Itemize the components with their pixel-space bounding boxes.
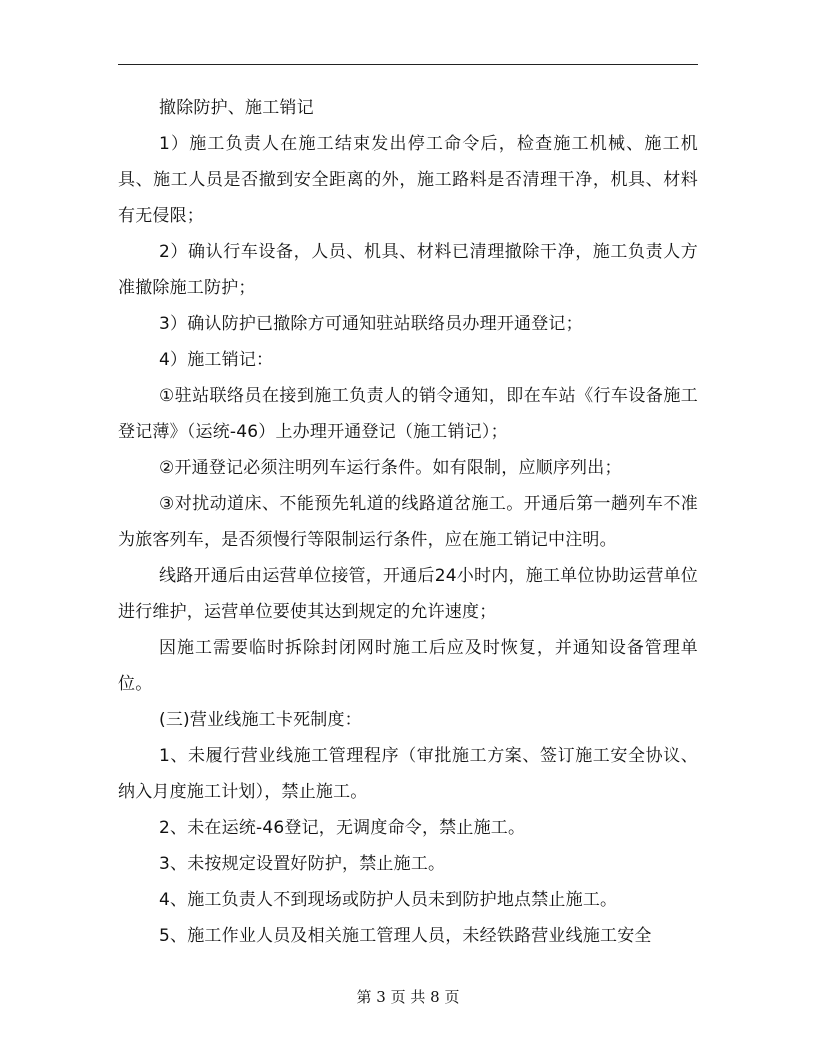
paragraph-rule-5: 5、施工作业人员及相关施工管理人员，未经铁路营业线施工安全 xyxy=(159,926,652,946)
paragraph-item-circled-3: ③对扰动道床、不能预先轧道的线路道岔施工。开通后第一趟列车不准为旅客列车，是否须慢行等限制运行条件，应在施工销记中注明。 xyxy=(118,494,698,550)
header-rule xyxy=(118,64,698,65)
paragraph-line-handover: 线路开通后由运营单位接管，开通后24小时内，施工单位协助运营单位进行维护，运营单位要使其达到规定的允许速度； xyxy=(118,566,698,622)
paragraph-rule-1: 1、未履行营业线施工管理程序（审批施工方案、签订施工安全协议、纳入月度施工计划），禁止施工。 xyxy=(118,746,698,802)
paragraph-item-circled-2: ②开通登记必须注明列车运行条件。如有限制，应顺序列出； xyxy=(159,458,622,478)
paragraph-step-3: 3）确认防护已撤除方可通知驻站联络员办理开通登记； xyxy=(159,314,583,334)
paragraph-step-2: 2）确认行车设备，人员、机具、材料已清理撤除干净，施工负责人方准撤除施工防护； xyxy=(118,242,698,298)
section-heading-rules: (三)营业线施工卡死制度： xyxy=(159,710,362,730)
document-body xyxy=(118,90,698,954)
paragraph-fence-restore: 因施工需要临时拆除封闭网时施工后应及时恢复，并通知设备管理单位。 xyxy=(118,638,698,694)
paragraph-step-4: 4）施工销记： xyxy=(159,350,274,370)
paragraph-step-1: 1）施工负责人在施工结束发出停工命令后，检查施工机械、施工机具、施工人员是否撤到安全距离的外，施工路料是否清理干净，机具、材料有无侵限； xyxy=(118,134,698,226)
paragraph-rule-3: 3、未按规定设置好防护，禁止施工。 xyxy=(159,854,446,874)
paragraph-rule-2: 2、未在运统-46登记，无调度命令，禁止施工。 xyxy=(159,818,526,838)
paragraph-rule-4: 4、施工负责人不到现场或防护人员未到防护地点禁止施工。 xyxy=(159,890,618,910)
paragraph-item-circled-1: ①驻站联络员在接到施工负责人的销令通知，即在车站《行车设备施工登记薄》（运统-46）上办理开通登记（施工销记）； xyxy=(118,386,698,442)
section-heading-removal: 撤除防护、施工销记 xyxy=(159,98,314,118)
page-number-footer: 第 3 页 共 8 页 xyxy=(356,988,460,1006)
